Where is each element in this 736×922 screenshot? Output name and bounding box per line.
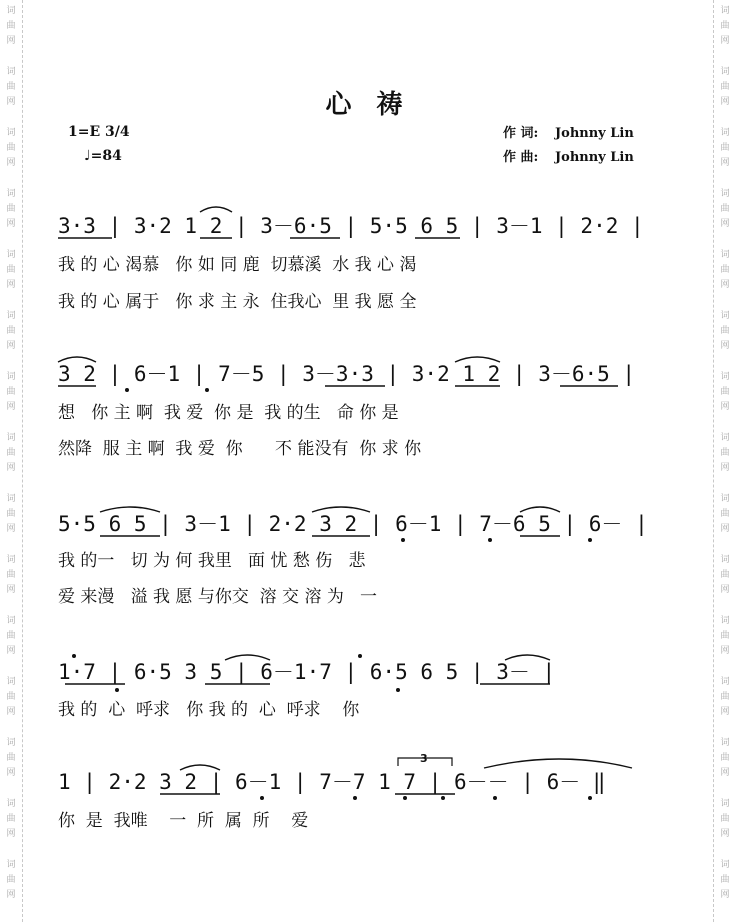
key-signature: 1=E 3/4 xyxy=(68,124,130,140)
notation-line-1: 3·3 | 3·2 1 2 | 3－6·5 | 5·5 6 5 | 3－1 | 2·2 | xyxy=(58,214,644,238)
lyricist-name: Johnny Lin xyxy=(555,126,634,141)
watermark-text: 词曲网 xyxy=(6,372,16,412)
composer-label: 作 曲: xyxy=(503,150,539,165)
tempo-value: =84 xyxy=(90,148,122,164)
watermark-text: 词曲网 xyxy=(6,860,16,900)
lyric-line-3-verse-1: 我 的一 切 为 何 我里 面 忧 愁 伤 悲 xyxy=(58,551,366,571)
watermark-text: 词曲网 xyxy=(6,494,16,534)
watermark-text: 词曲网 xyxy=(6,6,16,46)
watermark-text: 词曲网 xyxy=(720,67,730,107)
watermark-text: 词曲网 xyxy=(720,433,730,473)
watermark-text: 词曲网 xyxy=(720,311,730,351)
notation-line-4: 1·7 | 6·5 3 5 | 6－1·7 | 6·5 6 5 | 3－ | xyxy=(58,660,556,684)
watermark-text: 词曲网 xyxy=(720,555,730,595)
watermark-text: 词曲网 xyxy=(6,677,16,717)
lyric-line-2-verse-1: 想 你 主 啊 我 爱 你 是 我 的生 命 你 是 xyxy=(58,403,399,423)
watermark-text: 词曲网 xyxy=(6,311,16,351)
watermark-text: 词曲网 xyxy=(720,250,730,290)
watermark-text: 词曲网 xyxy=(720,860,730,900)
watermark-text: 词曲网 xyxy=(720,6,730,46)
lyricist-credit xyxy=(503,122,634,141)
lyric-line-3-verse-2: 爱 来漫 溢 我 愿 与你交 溶 交 溶 为 一 xyxy=(58,587,378,607)
lyricist-label: 作 词: xyxy=(503,126,539,141)
watermark-text: 词曲网 xyxy=(6,433,16,473)
lyric-line-1-verse-1: 我 的 心 渴慕 你 如 同 鹿 切慕溪 水 我 心 渴 xyxy=(58,255,417,275)
watermark-text: 词曲网 xyxy=(6,738,16,778)
watermark-text: 词曲网 xyxy=(6,616,16,656)
watermark-text: 词曲网 xyxy=(6,128,16,168)
watermark-text: 词曲网 xyxy=(6,799,16,839)
watermark-text: 词曲网 xyxy=(720,738,730,778)
composer-credit xyxy=(503,146,634,165)
watermark-text: 词曲网 xyxy=(6,555,16,595)
watermark-text: 词曲网 xyxy=(720,677,730,717)
notation-line-5: 1 | 2·2 3 2 | 6－1 | 7－7 1 7 | 6－－ | 6－ ‖ xyxy=(58,770,606,794)
watermark-text: 词曲网 xyxy=(720,189,730,229)
watermark-text: 词曲网 xyxy=(6,250,16,290)
lyric-line-4: 我 的 心 呼求 你 我 的 心 呼求 你 xyxy=(58,700,360,720)
notation-line-2: 3 2 | 6－1 | 7－5 | 3－3·3 | 3·2 1 2 | 3－6·5 | xyxy=(58,362,636,386)
lyric-line-2-verse-2: 然降 服 主 啊 我 爱 你 不 能没有 你 求 你 xyxy=(58,439,422,459)
notation-line-3: 5·5 6 5 | 3－1 | 2·2 3 2 | 6－1 | 7－6 5 | 6－ | xyxy=(58,512,648,536)
watermark-text: 词曲网 xyxy=(720,494,730,534)
watermark-text: 词曲网 xyxy=(720,799,730,839)
watermark-text: 词曲网 xyxy=(720,616,730,656)
song-title: 心 祷 xyxy=(325,90,411,120)
watermark-text: 词曲网 xyxy=(6,189,16,229)
watermark-text: 词曲网 xyxy=(720,128,730,168)
lyric-line-1-verse-2: 我 的 心 属于 你 求 主 永 住我心 里 我 愿 全 xyxy=(58,292,417,312)
composer-name: Johnny Lin xyxy=(555,150,634,165)
triplet-mark: 3 xyxy=(420,752,428,765)
watermark-text: 词曲网 xyxy=(6,67,16,107)
lyric-line-5: 你 是 我唯 一 所 属 所 爱 xyxy=(58,811,309,831)
quarter-note-icon: ♩ xyxy=(84,148,91,164)
watermark-text: 词曲网 xyxy=(720,372,730,412)
triplet-bracket xyxy=(398,758,452,766)
tempo-marking xyxy=(84,148,122,164)
